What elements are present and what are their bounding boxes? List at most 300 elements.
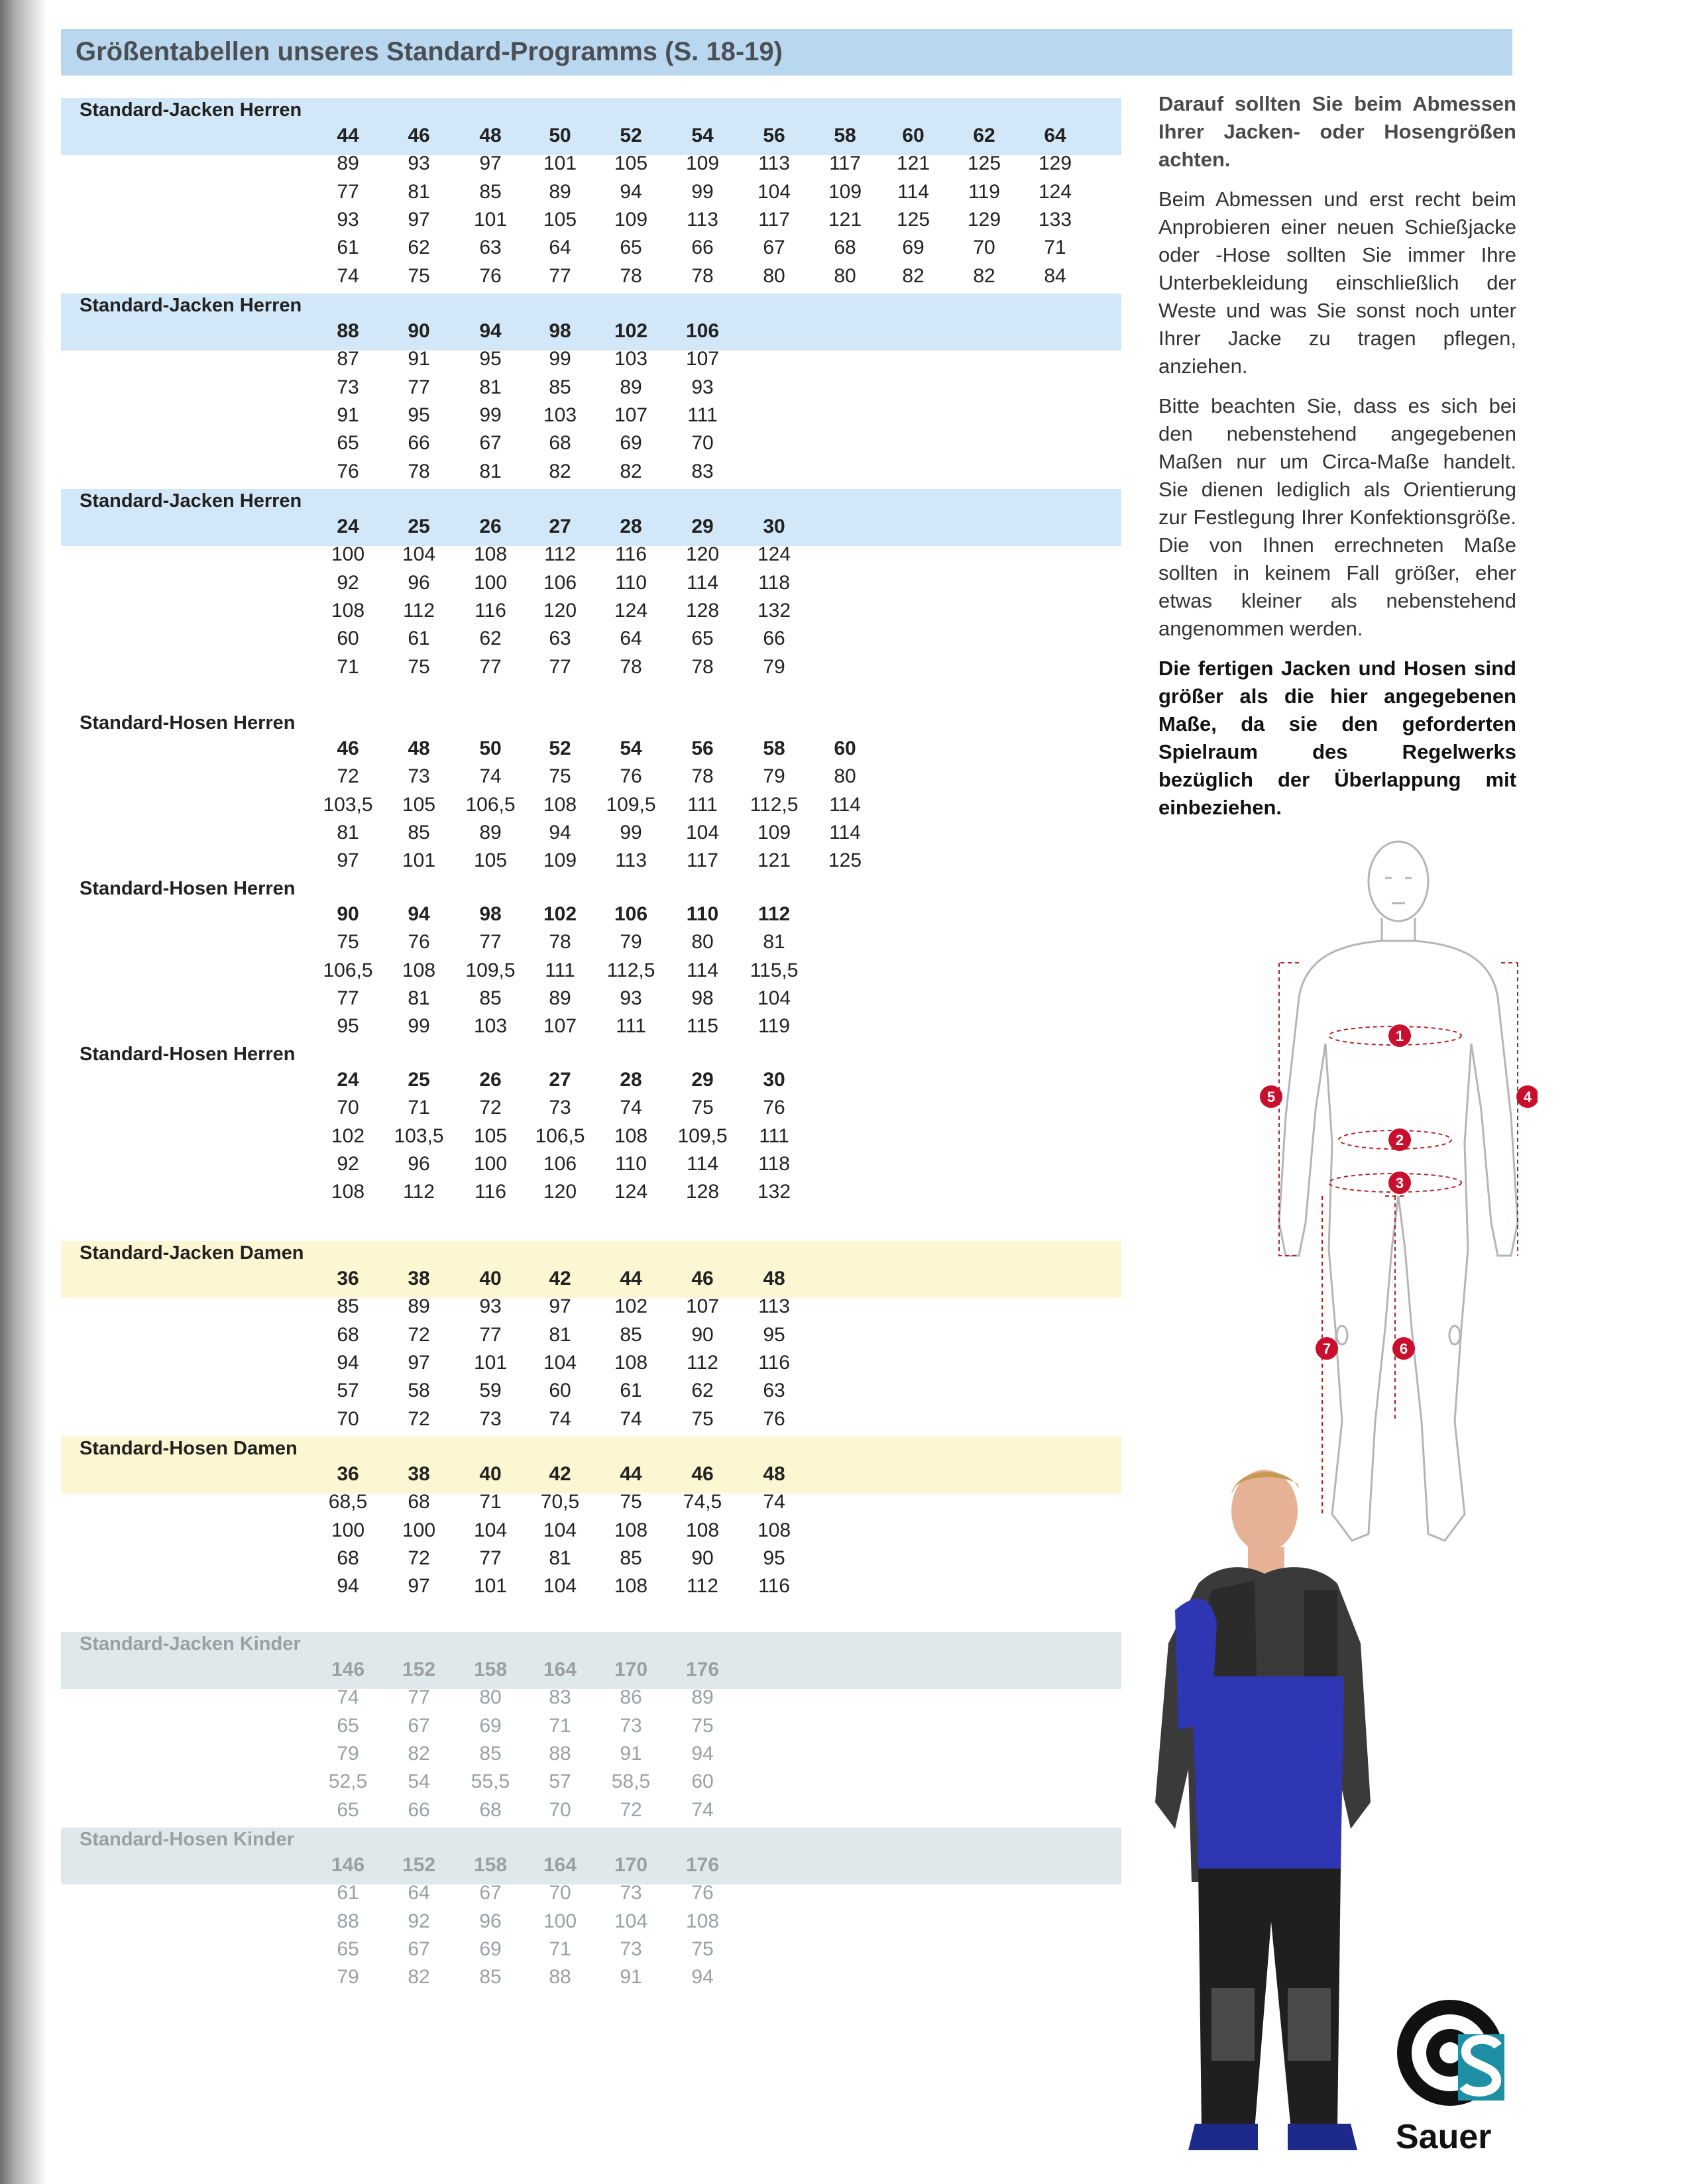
table-cell: 82: [408, 1742, 430, 1765]
table-cell: 107: [543, 1015, 577, 1038]
table-cell: 125: [967, 152, 1001, 175]
table-cell: 102: [331, 1124, 365, 1147]
table-cell: 113: [758, 1295, 790, 1318]
size-heading: 40: [479, 1268, 502, 1289]
size-heading: 42: [549, 1268, 571, 1289]
table-cell: 113: [615, 849, 647, 872]
table-cell: 85: [408, 821, 430, 844]
table-cell: 61: [620, 1380, 642, 1402]
table-cell: 77: [549, 264, 571, 287]
table-cell: 85: [620, 1323, 642, 1346]
size-heading: 44: [337, 125, 359, 146]
table-cell: 75: [691, 1407, 714, 1430]
size-heading: 42: [549, 1463, 571, 1485]
table-cell: 73: [549, 1097, 571, 1119]
size-heading: 90: [408, 320, 430, 342]
table-cell: 106,5: [465, 793, 516, 816]
table-cell: 81: [408, 180, 430, 203]
size-heading: 112: [758, 903, 791, 925]
table-cell: 105: [614, 152, 648, 175]
size-heading: 152: [402, 1659, 436, 1680]
size-heading: 50: [549, 125, 571, 146]
table-cell: 89: [549, 180, 571, 203]
size-heading: 24: [337, 1069, 359, 1091]
table-cell: 94: [549, 821, 571, 844]
table-cell: 113: [758, 152, 790, 175]
table-cell: 68: [549, 432, 571, 455]
table-cell: 77: [549, 655, 571, 678]
table-cell: 63: [549, 628, 571, 650]
table-cell: 117: [758, 208, 790, 231]
size-heading: 58: [834, 125, 856, 146]
table-cell: 63: [763, 1380, 785, 1402]
size-heading: 158: [473, 1854, 508, 1876]
table-cell: 105: [473, 1124, 508, 1147]
section-title: Standard-Jacken Herren: [80, 295, 302, 316]
size-heading: 54: [691, 125, 714, 146]
table-cell: 75: [408, 264, 430, 287]
table-cell: 89: [549, 987, 571, 1009]
size-heading: 24: [337, 516, 359, 537]
table-cell: 104: [543, 1519, 577, 1541]
table-cell: 82: [973, 264, 995, 287]
table-cell: 62: [479, 628, 502, 650]
size-heading: 38: [408, 1268, 430, 1289]
table-cell: 118: [758, 1152, 790, 1175]
table-cell: 74: [620, 1407, 642, 1430]
table-cell: 109: [614, 208, 648, 231]
table-cell: 68: [479, 1798, 502, 1821]
table-cell: 71: [479, 1491, 502, 1513]
table-cell: 83: [691, 460, 714, 482]
table-cell: 91: [337, 404, 359, 426]
table-cell: 73: [337, 376, 359, 398]
table-cell: 81: [479, 376, 502, 398]
section-title: Standard-Hosen Damen: [80, 1438, 298, 1459]
table-cell: 104: [473, 1519, 508, 1541]
table-cell: 120: [685, 543, 720, 566]
table-cell: 69: [479, 1714, 502, 1737]
size-heading: 146: [331, 1659, 365, 1680]
table-cell: 57: [549, 1771, 571, 1793]
table-cell: 99: [408, 1015, 430, 1038]
table-cell: 121: [828, 208, 862, 231]
table-cell: 78: [691, 264, 714, 287]
table-cell: 81: [549, 1547, 571, 1569]
table-cell: 72: [408, 1407, 430, 1430]
table-cell: 113: [687, 208, 718, 231]
table-cell: 76: [691, 1882, 714, 1904]
table-cell: 95: [763, 1323, 785, 1346]
size-heading: 158: [473, 1659, 508, 1680]
table-cell: 75: [691, 1714, 714, 1737]
size-heading: 27: [549, 516, 571, 537]
table-cell: 96: [408, 1152, 430, 1175]
table-cell: 125: [896, 208, 930, 231]
table-cell: 100: [473, 571, 508, 594]
table-cell: 75: [337, 931, 359, 954]
size-heading: 50: [479, 737, 502, 759]
table-cell: 104: [757, 180, 791, 203]
table-cell: 67: [763, 237, 785, 259]
table-cell: 71: [408, 1097, 430, 1119]
table-cell: 114: [897, 180, 929, 203]
table-cell: 108: [757, 1519, 791, 1541]
table-cell: 76: [763, 1097, 785, 1119]
size-heading: 48: [408, 737, 430, 759]
size-heading: 26: [479, 1069, 502, 1091]
table-cell: 112: [403, 599, 435, 622]
size-heading: 46: [337, 737, 359, 759]
table-cell: 112: [687, 1351, 718, 1374]
table-cell: 80: [479, 1686, 502, 1709]
table-cell: 78: [691, 765, 714, 788]
table-cell: 116: [475, 599, 506, 622]
table-cell: 75: [691, 1938, 714, 1960]
table-cell: 67: [408, 1938, 430, 1960]
table-cell: 108: [614, 1124, 648, 1147]
table-cell: 111: [687, 404, 718, 426]
size-heading: 52: [620, 125, 642, 146]
table-cell: 118: [758, 571, 790, 594]
table-cell: 61: [337, 237, 359, 259]
size-heading: 94: [408, 903, 430, 925]
table-cell: 73: [620, 1938, 642, 1960]
table-cell: 105: [543, 208, 577, 231]
table-cell: 112: [544, 543, 576, 566]
table-cell: 60: [337, 628, 359, 650]
size-heading: 110: [686, 903, 719, 925]
table-cell: 109,5: [677, 1124, 728, 1147]
table-cell: 71: [337, 655, 359, 678]
table-cell: 68: [408, 1491, 430, 1513]
table-cell: 80: [763, 264, 785, 287]
table-cell: 78: [549, 931, 571, 954]
table-cell: 114: [829, 821, 861, 844]
section-title: Standard-Jacken Herren: [80, 490, 302, 512]
section-title: Standard-Hosen Herren: [80, 878, 296, 899]
table-cell: 108: [614, 1575, 648, 1598]
table-cell: 88: [549, 1742, 571, 1765]
table-cell: 88: [337, 1910, 359, 1932]
table-cell: 92: [337, 1152, 359, 1175]
table-cell: 111: [616, 1015, 646, 1038]
table-cell: 89: [620, 376, 642, 398]
table-cell: 119: [968, 180, 1000, 203]
table-cell: 85: [549, 376, 571, 398]
size-heading: 26: [479, 516, 502, 537]
table-cell: 125: [828, 849, 862, 872]
table-cell: 101: [543, 152, 577, 175]
size-heading: 40: [479, 1463, 502, 1485]
table-cell: 102: [614, 1295, 648, 1318]
table-cell: 99: [691, 180, 714, 203]
marker-number: 1: [1395, 1028, 1404, 1044]
size-heading: 102: [543, 903, 577, 925]
table-cell: 79: [620, 931, 642, 954]
table-cell: 107: [685, 348, 720, 370]
table-cell: 94: [691, 1966, 714, 1989]
size-heading: 164: [543, 1659, 577, 1680]
table-cell: 77: [408, 376, 430, 398]
measuring-notes: [1158, 90, 1516, 834]
table-cell: 97: [479, 152, 502, 175]
table-cell: 121: [757, 849, 791, 872]
table-cell: 111: [687, 793, 718, 816]
section-title: Standard-Hosen Herren: [80, 1044, 296, 1065]
table-cell: 79: [337, 1742, 359, 1765]
table-cell: 72: [408, 1547, 430, 1569]
table-cell: 54: [408, 1771, 430, 1793]
table-cell: 104: [543, 1575, 577, 1598]
table-cell: 65: [620, 237, 642, 259]
table-cell: 55,5: [471, 1771, 510, 1793]
table-cell: 124: [614, 1181, 648, 1203]
size-heading: 88: [337, 320, 359, 342]
table-cell: 81: [337, 821, 359, 844]
table-cell: 78: [408, 460, 430, 482]
table-cell: 81: [549, 1323, 571, 1346]
table-cell: 59: [479, 1380, 502, 1402]
table-cell: 85: [479, 1966, 502, 1989]
table-cell: 74: [620, 1097, 642, 1119]
table-cell: 63: [479, 237, 502, 259]
size-heading: 48: [479, 125, 502, 146]
table-cell: 93: [691, 376, 714, 398]
table-cell: 99: [549, 348, 571, 370]
table-cell: 103: [614, 348, 648, 370]
table-cell: 52,5: [328, 1771, 368, 1793]
size-heading: 58: [763, 737, 785, 759]
size-heading: 152: [402, 1854, 436, 1876]
table-cell: 112: [403, 1181, 435, 1203]
table-cell: 115: [687, 1015, 718, 1038]
size-heading: 176: [685, 1659, 720, 1680]
size-heading: 102: [614, 320, 648, 342]
table-cell: 104: [685, 821, 720, 844]
table-cell: 99: [620, 821, 642, 844]
table-cell: 93: [408, 152, 430, 175]
table-cell: 77: [479, 1547, 502, 1569]
table-cell: 89: [479, 821, 502, 844]
table-cell: 95: [479, 348, 502, 370]
table-cell: 70: [973, 237, 995, 259]
table-cell: 129: [1038, 152, 1072, 175]
table-cell: 85: [479, 180, 502, 203]
table-cell: 85: [479, 987, 502, 1009]
section-title: Standard-Jacken Kinder: [80, 1633, 301, 1655]
table-cell: 76: [763, 1407, 785, 1430]
table-cell: 79: [763, 655, 785, 678]
table-cell: 80: [834, 264, 856, 287]
size-heading: 170: [614, 1854, 648, 1876]
size-heading: 36: [337, 1268, 359, 1289]
table-cell: 60: [549, 1380, 571, 1402]
table-cell: 103: [543, 404, 577, 426]
size-heading: 98: [549, 320, 571, 342]
size-heading: 98: [479, 903, 502, 925]
table-cell: 85: [479, 1742, 502, 1765]
table-cell: 117: [687, 849, 718, 872]
table-cell: 65: [337, 1714, 359, 1737]
table-cell: 93: [479, 1295, 502, 1318]
table-cell: 79: [763, 765, 785, 788]
marker-number: 2: [1395, 1132, 1404, 1148]
table-cell: 61: [408, 628, 430, 650]
table-cell: 94: [620, 180, 642, 203]
table-cell: 105: [402, 793, 436, 816]
table-cell: 66: [408, 432, 430, 455]
table-cell: 108: [543, 793, 577, 816]
table-cell: 107: [614, 404, 648, 426]
table-cell: 128: [685, 599, 720, 622]
size-heading: 106: [614, 903, 648, 925]
table-cell: 80: [834, 765, 856, 788]
table-cell: 94: [337, 1351, 359, 1374]
table-cell: 106,5: [535, 1124, 585, 1147]
section-title: Standard-Hosen Herren: [80, 712, 296, 734]
table-cell: 70: [337, 1097, 359, 1119]
table-cell: 70,5: [540, 1491, 580, 1513]
table-cell: 114: [687, 1152, 718, 1175]
table-cell: 117: [829, 152, 861, 175]
table-cell: 75: [408, 655, 430, 678]
table-cell: 77: [479, 931, 502, 954]
table-cell: 109: [757, 821, 791, 844]
table-cell: 64: [549, 237, 571, 259]
table-cell: 114: [687, 571, 718, 594]
table-cell: 65: [337, 1938, 359, 1960]
table-cell: 68: [337, 1547, 359, 1569]
table-cell: 121: [896, 152, 930, 175]
table-cell: 89: [408, 1295, 430, 1318]
table-cell: 120: [543, 599, 577, 622]
table-cell: 116: [615, 543, 647, 566]
table-cell: 64: [408, 1882, 430, 1904]
section-title: Standard-Hosen Kinder: [80, 1829, 294, 1850]
table-cell: 109: [543, 849, 577, 872]
table-cell: 108: [331, 599, 365, 622]
size-heading: 56: [691, 737, 714, 759]
marker-number: 6: [1399, 1340, 1408, 1357]
table-cell: 106: [543, 571, 577, 594]
table-cell: 74,5: [683, 1491, 722, 1513]
table-cell: 85: [620, 1547, 642, 1569]
table-cell: 92: [337, 571, 359, 594]
table-cell: 70: [549, 1798, 571, 1821]
table-cell: 97: [408, 1575, 430, 1598]
table-cell: 75: [691, 1097, 714, 1119]
marker-number: 4: [1523, 1089, 1532, 1105]
table-cell: 92: [408, 1910, 430, 1932]
table-cell: 79: [337, 1966, 359, 1989]
body-measurement-figure: [1259, 825, 1538, 1560]
table-cell: 74: [337, 1686, 359, 1709]
table-cell: 77: [479, 655, 502, 678]
size-heading: 106: [685, 320, 720, 342]
table-cell: 112,5: [750, 793, 799, 816]
table-cell: 128: [685, 1181, 720, 1203]
shooter-photo: [1139, 1458, 1417, 2160]
marker-number: 5: [1266, 1089, 1276, 1105]
table-cell: 109: [828, 180, 862, 203]
table-cell: 101: [473, 1575, 508, 1598]
table-cell: 94: [691, 1742, 714, 1765]
size-heading: 62: [973, 125, 995, 146]
table-cell: 82: [620, 460, 642, 482]
table-cell: 129: [967, 208, 1001, 231]
table-cell: 100: [543, 1910, 577, 1932]
table-cell: 108: [614, 1351, 648, 1374]
table-cell: 88: [549, 1966, 571, 1989]
size-heading: 170: [614, 1659, 648, 1680]
size-heading: 25: [408, 1069, 430, 1091]
table-cell: 67: [479, 432, 502, 455]
table-cell: 76: [408, 931, 430, 954]
table-cell: 61: [337, 1882, 359, 1904]
table-cell: 62: [408, 237, 430, 259]
table-cell: 74: [479, 765, 502, 788]
table-cell: 82: [902, 264, 925, 287]
table-cell: 119: [758, 1015, 790, 1038]
table-cell: 81: [408, 987, 430, 1009]
table-cell: 77: [337, 180, 359, 203]
table-cell: 77: [479, 1323, 502, 1346]
table-cell: 116: [475, 1181, 506, 1203]
table-cell: 67: [408, 1714, 430, 1737]
table-cell: 90: [691, 1323, 714, 1346]
table-cell: 108: [331, 1181, 365, 1203]
table-cell: 68: [834, 237, 856, 259]
table-cell: 115,5: [750, 959, 799, 981]
size-heading: 44: [620, 1463, 642, 1485]
table-cell: 89: [691, 1686, 714, 1709]
table-cell: 133: [1038, 208, 1072, 231]
table-cell: 97: [549, 1295, 571, 1318]
size-heading: 30: [763, 1069, 785, 1091]
table-cell: 71: [549, 1938, 571, 1960]
table-cell: 73: [620, 1882, 642, 1904]
table-cell: 72: [620, 1798, 642, 1821]
marker-number: 3: [1395, 1175, 1404, 1191]
table-cell: 77: [408, 1686, 430, 1709]
table-cell: 99: [479, 404, 502, 426]
size-heading: 27: [549, 1069, 571, 1091]
table-cell: 93: [337, 208, 359, 231]
table-cell: 58: [408, 1380, 430, 1402]
table-cell: 69: [902, 237, 925, 259]
size-heading: 90: [337, 903, 359, 925]
size-heading: 25: [408, 516, 430, 537]
table-cell: 70: [691, 432, 714, 455]
table-cell: 108: [614, 1519, 648, 1541]
table-cell: 103,5: [394, 1124, 444, 1147]
size-heading: 28: [620, 1069, 642, 1091]
table-cell: 57: [337, 1380, 359, 1402]
table-cell: 95: [763, 1547, 785, 1569]
size-heading: 48: [763, 1268, 785, 1289]
table-cell: 85: [337, 1295, 359, 1318]
size-heading: 64: [1044, 125, 1066, 146]
table-cell: 109,5: [465, 959, 516, 981]
table-cell: 69: [620, 432, 642, 455]
table-cell: 114: [829, 793, 861, 816]
notes-paragraph-1: Beim Abmessen und erst recht beim Anprobieren einer neuen Schießjacke oder -Hose sollten Sie immer Ihre Unterbekleidung einschließlich der Weste und was Sie sonst noch unter Ihrer Jacke zu tragen pflegen, anziehen.: [1158, 188, 1516, 378]
table-cell: 97: [337, 849, 359, 872]
size-heading: 38: [408, 1463, 430, 1485]
table-cell: 74: [691, 1798, 714, 1821]
size-heading: 176: [685, 1854, 720, 1876]
